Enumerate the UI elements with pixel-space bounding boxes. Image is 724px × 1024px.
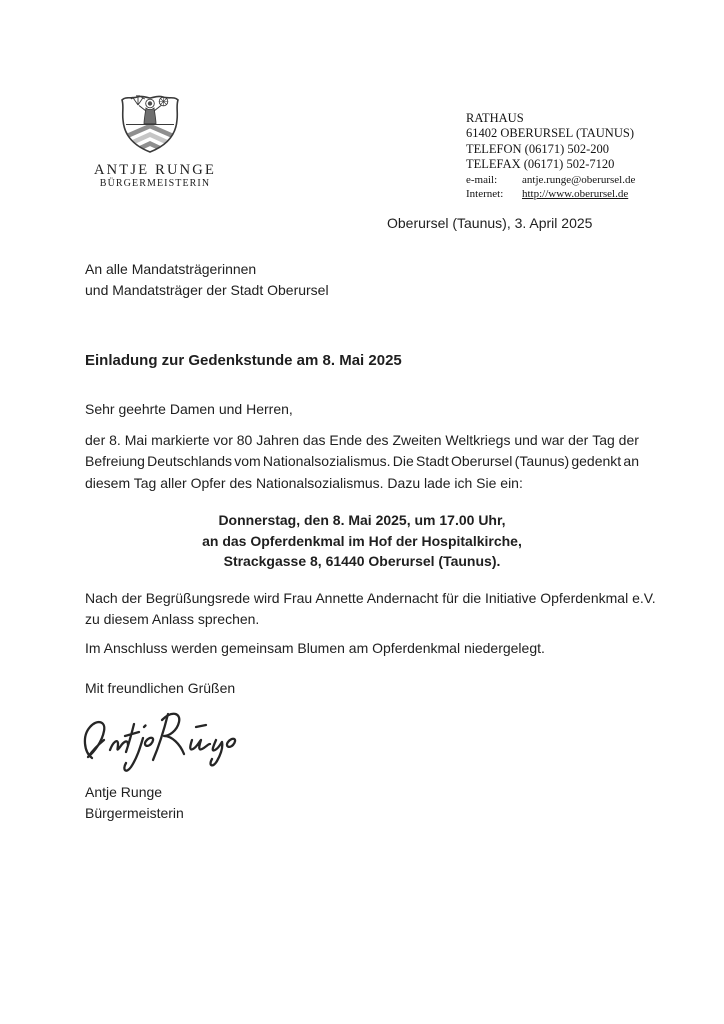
event-line-datetime: Donnerstag, den 8. Mai 2025, um 17.00 Uhr, [218, 512, 506, 528]
handwritten-signature-icon [80, 700, 250, 780]
salutation: Sehr geehrte Damen und Herren, [85, 401, 293, 417]
signer-block [85, 782, 184, 823]
recipient-line: und Mandatsträger der Stadt Oberursel [85, 281, 329, 298]
paragraph-line: zu diesem Anlass sprechen. [85, 611, 260, 628]
website-link[interactable]: http://www.oberursel.de [522, 188, 629, 201]
oberursel-coat-of-arms-icon [117, 92, 183, 158]
event-line-location: an das Opferdenkmal im Hof der Hospitalkirche, [202, 532, 522, 549]
recipient-line: An alle Mandatsträgerinnen [85, 261, 257, 277]
internet-label: Internet: [466, 188, 504, 201]
closing-formula: Mit freundlichen Grüßen [85, 680, 236, 696]
paragraph-line: der 8. Mai markierte vor 80 Jahren das Ende des Zweiten Weltkriegs und war der Tag der [85, 432, 639, 448]
paragraph-flowers: Im Anschluss werden gemeinsam Blumen am Opferdenkmal niedergelegt. [85, 640, 545, 656]
contact-block [466, 111, 635, 202]
email-value: antje.runge@oberursel.de [522, 173, 636, 186]
event-line-address: Strackgasse 8, 61440 Oberursel (Taunus). [223, 553, 501, 569]
contact-line-rathaus: RATHAUS [466, 111, 524, 125]
dateline: Oberursel (Taunus), 3. April 2025 [387, 215, 593, 231]
paragraph-intro [85, 430, 639, 494]
event-details-block [85, 510, 639, 572]
contact-line-telefon: TELEFON (06171) 502-200 [466, 141, 610, 156]
paragraph-speech [85, 588, 656, 631]
paragraph-line: diesem Tag aller Opfer des Nationalsozialismus. Dazu lade ich Sie ein: [85, 474, 523, 491]
recipient-block [85, 259, 329, 300]
signer-name: Antje Runge [85, 784, 163, 800]
contact-line-telefax: TELEFAX (06171) 502-7120 [466, 157, 615, 172]
email-label: e-mail: [466, 173, 498, 186]
subject-line: Einladung zur Gedenkstunde am 8. Mai 2025 [85, 352, 402, 369]
contact-line-internet [466, 187, 635, 202]
sender-title: BÜRGERMEISTERIN [99, 178, 211, 189]
contact-line-address: 61402 OBERURSEL (TAUNUS) [466, 126, 634, 141]
sender-name: ANTJE RUNGE [93, 162, 217, 178]
contact-line-email [466, 173, 635, 188]
signer-title: Bürgermeisterin [85, 804, 184, 821]
paragraph-line: Nach der Begrüßungsrede wird Frau Annette Andernacht für die Initiative Opferdenkmal e.V. [85, 590, 656, 606]
paragraph-line: Befreiung Deutschlands vom Nationalsozialismus. Die Stadt Oberursel (Taunus) gedenkt an [85, 453, 639, 470]
